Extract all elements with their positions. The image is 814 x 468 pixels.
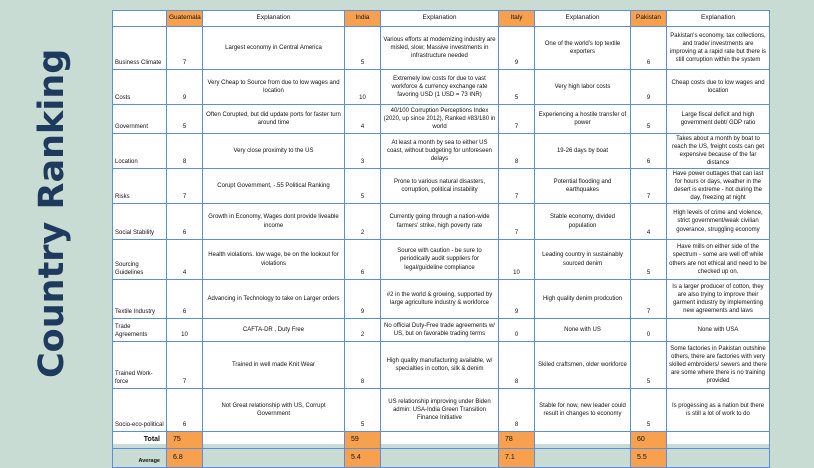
criterion-cell: Textile Industry bbox=[113, 280, 167, 319]
pakistan-score: 5 bbox=[631, 105, 667, 134]
pakistan-explanation: Takes about a month by boat to reach the US, freight costs can get expensive because of the far distance bbox=[667, 134, 770, 169]
criterion-cell: Costs bbox=[113, 70, 167, 105]
guatemala-explanation: Very Cheap to Source from due to low wages and location bbox=[203, 70, 345, 105]
guatemala-score: 7 bbox=[167, 169, 203, 204]
avg-row bbox=[113, 449, 770, 468]
total-label: Total bbox=[113, 432, 167, 449]
italy-explanation: 19-26 days by boat bbox=[535, 134, 631, 169]
india-explanation: Currently going through a nation-wide farmers' strike, high poverty rate bbox=[381, 204, 499, 240]
table-row bbox=[113, 134, 770, 169]
india-explanation: Various efforts at modernizing industry are misled, slow; Massive investments in infrastructure needed bbox=[381, 27, 499, 70]
guatemala-score: 7 bbox=[167, 27, 203, 70]
header-guatemala: Guatemala bbox=[167, 11, 203, 27]
italy-score: 9 bbox=[499, 280, 535, 319]
india-explanation: Prone to various natural disasters, corruption, political instability bbox=[381, 169, 499, 204]
italy-score: 8 bbox=[499, 134, 535, 169]
criterion-cell: Trade Agreements bbox=[113, 319, 167, 342]
avg-italy: 7.1 bbox=[499, 449, 535, 468]
criterion-cell: Government bbox=[113, 105, 167, 134]
header-explanation: Explanation bbox=[381, 11, 499, 27]
india-explanation: No official Duty-Free trade agreements w/ US, but on favorable trading terms bbox=[381, 319, 499, 342]
italy-score: 10 bbox=[499, 240, 535, 280]
guatemala-score: 10 bbox=[167, 319, 203, 342]
italy-score: 0 bbox=[499, 319, 535, 342]
pakistan-score: 6 bbox=[631, 134, 667, 169]
guatemala-score: 6 bbox=[167, 280, 203, 319]
table-row bbox=[113, 105, 770, 134]
table-row bbox=[113, 204, 770, 240]
guatemala-explanation: Trained in well made Knit Wear bbox=[203, 342, 345, 389]
pakistan-explanation: None with USA bbox=[667, 319, 770, 342]
table-row bbox=[113, 342, 770, 389]
guatemala-score: 7 bbox=[167, 342, 203, 389]
total-blank bbox=[535, 432, 631, 449]
italy-explanation: Potential flooding and earthquakes bbox=[535, 169, 631, 204]
criterion-cell: Social Stability bbox=[113, 204, 167, 240]
pakistan-score: 5 bbox=[631, 342, 667, 389]
guatemala-explanation: Not Great relationship with US, Corrupt Government bbox=[203, 389, 345, 432]
india-score: 3 bbox=[345, 134, 381, 169]
italy-explanation: None with US bbox=[535, 319, 631, 342]
pakistan-score: 5 bbox=[631, 389, 667, 432]
pakistan-explanation: Pakistan's economy, tax collections, and trade/ investments are improving at a rapid rate but there is still corruption within the system bbox=[667, 27, 770, 70]
pakistan-score: 7 bbox=[631, 280, 667, 319]
guatemala-explanation: Largest economy in Central America bbox=[203, 27, 345, 70]
total-blank bbox=[381, 432, 499, 449]
header-explanation: Explanation bbox=[535, 11, 631, 27]
india-score: 5 bbox=[345, 169, 381, 204]
total-blank bbox=[667, 432, 770, 449]
guatemala-score: 8 bbox=[167, 134, 203, 169]
guatemala-explanation: Corupt Government, -.55 Political Ranking bbox=[203, 169, 345, 204]
total-italy: 78 bbox=[499, 432, 535, 449]
total-blank bbox=[203, 432, 345, 449]
india-score: 2 bbox=[345, 319, 381, 342]
italy-explanation: One of the world's top textile exporters bbox=[535, 27, 631, 70]
guatemala-explanation: Very close proximity to the US bbox=[203, 134, 345, 169]
total-india: 59 bbox=[345, 432, 381, 449]
guatemala-score: 5 bbox=[167, 105, 203, 134]
india-score: 4 bbox=[345, 105, 381, 134]
header-explanation: Explanation bbox=[667, 11, 770, 27]
pakistan-score: 9 bbox=[631, 70, 667, 105]
pakistan-explanation: Is progessing as a nation but there is still a lot of work to do bbox=[667, 389, 770, 432]
india-explanation: Extremely low costs for due to vast workforce & currency exchange rate favoring USD (1 USD = 73 INR) bbox=[381, 70, 499, 105]
india-score: 5 bbox=[345, 389, 381, 432]
india-score: 8 bbox=[345, 342, 381, 389]
india-score: 9 bbox=[345, 280, 381, 319]
pakistan-explanation: Cheap costs due to low wages and location bbox=[667, 70, 770, 105]
italy-explanation: High quality denim prodcution bbox=[535, 280, 631, 319]
india-score: 2 bbox=[345, 204, 381, 240]
italy-explanation: Very high labor costs bbox=[535, 70, 631, 105]
italy-explanation: Stable for now, new leader could result in changes to economy bbox=[535, 389, 631, 432]
avg-guatemala: 6.8 bbox=[167, 449, 203, 468]
pakistan-explanation: Is a larger producer of cotton, they are also trying to improve their garment industry by implementing new agreements and laws bbox=[667, 280, 770, 319]
india-score: 6 bbox=[345, 240, 381, 280]
italy-score: 7 bbox=[499, 169, 535, 204]
table-row bbox=[113, 70, 770, 105]
avg-pakistan: 5.5 bbox=[631, 449, 667, 468]
avg-blank bbox=[381, 449, 499, 468]
india-explanation: High quality manufacturing available, w/ specialties in cotton, silk & denim bbox=[381, 342, 499, 389]
italy-score: 7 bbox=[499, 105, 535, 134]
india-explanation: At least a month by sea to either US coast, without budgeting for unforeseen delays bbox=[381, 134, 499, 169]
italy-score: 7 bbox=[499, 204, 535, 240]
italy-score: 9 bbox=[499, 27, 535, 70]
header-cell bbox=[113, 11, 167, 27]
pakistan-explanation: Some factories in Pakistan outshine others, there are factories with very skilled embroiders/ sewers and there are some where there is no training provided bbox=[667, 342, 770, 389]
table-row bbox=[113, 389, 770, 432]
criterion-cell: Business Climate bbox=[113, 27, 167, 70]
india-explanation: Source with caution - be sure to periodically audit suppliers for legal/guideline compliance bbox=[381, 240, 499, 280]
india-explanation: US relationship improving under Biden admin: USA-India Green Transition Finance Initiative bbox=[381, 389, 499, 432]
guatemala-explanation: Advancing in Technology to take on Larger orders bbox=[203, 280, 345, 319]
pakistan-explanation: Large fiscal deficit and high government debt/ GDP ratio bbox=[667, 105, 770, 134]
header-italy: Italy bbox=[499, 11, 535, 27]
total-guatemala: 75 bbox=[167, 432, 203, 449]
table-row bbox=[113, 240, 770, 280]
header-pakistan: Pakistan bbox=[631, 11, 667, 27]
india-score: 5 bbox=[345, 27, 381, 70]
avg-blank bbox=[203, 449, 345, 468]
pakistan-score: 5 bbox=[631, 240, 667, 280]
pakistan-score: 7 bbox=[631, 169, 667, 204]
avg-india: 5.4 bbox=[345, 449, 381, 468]
guatemala-score: 6 bbox=[167, 204, 203, 240]
guatemala-explanation: Health violations. low wage, be on the lookout for violations bbox=[203, 240, 345, 280]
guatemala-score: 9 bbox=[167, 70, 203, 105]
italy-score: 8 bbox=[499, 342, 535, 389]
guatemala-explanation: CAFTA-DR , Duty Free bbox=[203, 319, 345, 342]
avg-label: Average bbox=[113, 449, 167, 468]
table-row bbox=[113, 319, 770, 342]
criterion-cell: Trained Work-force bbox=[113, 342, 167, 389]
header-india: India bbox=[345, 11, 381, 27]
page-title: Country Ranking bbox=[32, 48, 72, 378]
criterion-cell: Sourcing Guidelines bbox=[113, 240, 167, 280]
criterion-cell: Location bbox=[113, 134, 167, 169]
pakistan-score: 4 bbox=[631, 204, 667, 240]
pakistan-explanation: Have power outtages that can last for hours or days, weather in the desert is extreme - hot during the day, freezing at night bbox=[667, 169, 770, 204]
italy-explanation: Leading country in sustainably sourced denim bbox=[535, 240, 631, 280]
italy-explanation: Skiled craftsmen, older workforce bbox=[535, 342, 631, 389]
guatemala-score: 4 bbox=[167, 240, 203, 280]
criterion-cell: Socio-eco-political bbox=[113, 389, 167, 432]
italy-score: 8 bbox=[499, 389, 535, 432]
italy-score: 5 bbox=[499, 70, 535, 105]
pakistan-score: 0 bbox=[631, 319, 667, 342]
guatemala-explanation: Often Corupted, but did update ports for faster turn around time bbox=[203, 105, 345, 134]
pakistan-explanation: Have mills on either side of the spectrum - some are well off while others are not ethical and need to be checked up on. bbox=[667, 240, 770, 280]
total-pakistan: 60 bbox=[631, 432, 667, 449]
india-explanation: 40/100 Corruption Perceptions Index (2020, up since 2012), Ranked #83/180 in world bbox=[381, 105, 499, 134]
italy-explanation: Experiencing a hostile transfer of power bbox=[535, 105, 631, 134]
india-score: 10 bbox=[345, 70, 381, 105]
india-explanation: #2 in the world & growing, supported by large agriculture industry & workforce bbox=[381, 280, 499, 319]
header-row bbox=[113, 11, 770, 27]
avg-blank bbox=[667, 449, 770, 468]
table-row bbox=[113, 169, 770, 204]
header-explanation: Explanation bbox=[203, 11, 345, 27]
pakistan-score: 6 bbox=[631, 27, 667, 70]
criterion-cell: Risks bbox=[113, 169, 167, 204]
italy-explanation: Stable economy, divided population bbox=[535, 204, 631, 240]
table-row bbox=[113, 280, 770, 319]
ranking-table-container bbox=[112, 10, 769, 464]
avg-blank bbox=[535, 449, 631, 468]
guatemala-explanation: Growth in Economy, Wages dont provide liveable income bbox=[203, 204, 345, 240]
ranking-table bbox=[112, 10, 770, 468]
pakistan-explanation: High levels of crime and violence, strict government/weak civilian goverance, struggling economy bbox=[667, 204, 770, 240]
total-row bbox=[113, 432, 770, 449]
guatemala-score: 6 bbox=[167, 389, 203, 432]
table-row bbox=[113, 27, 770, 70]
